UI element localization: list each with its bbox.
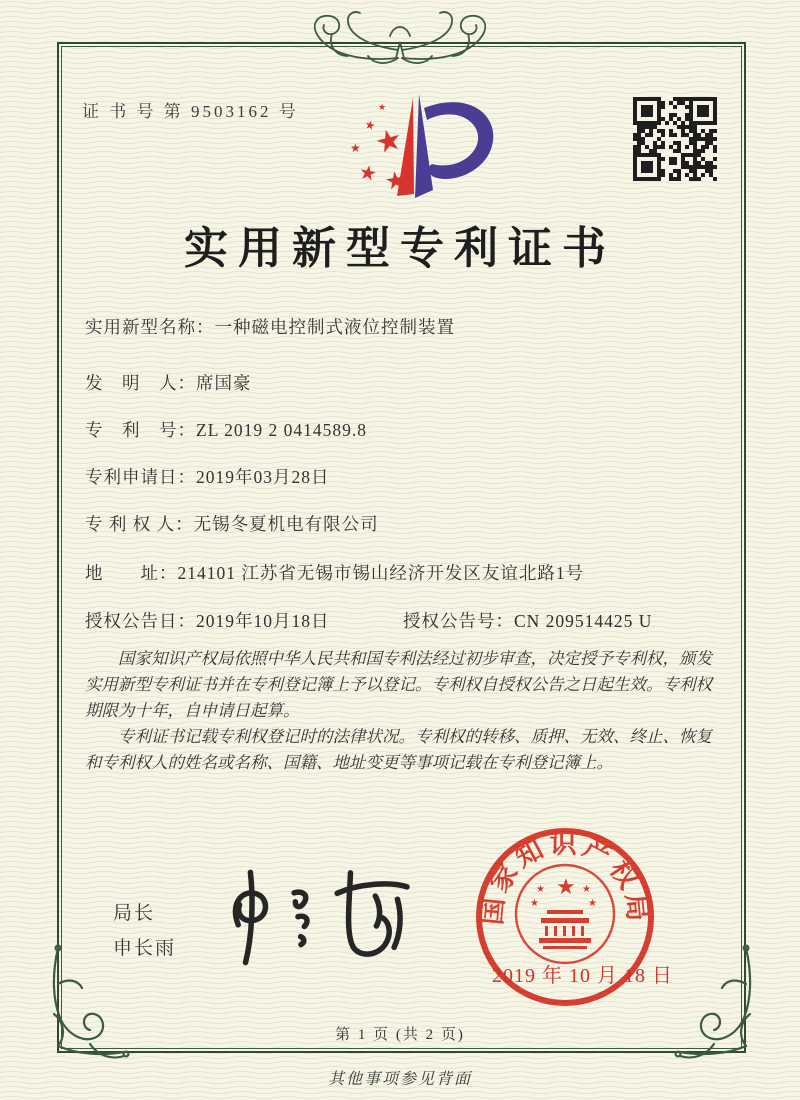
- legal-text: [85, 646, 723, 776]
- certificate-title: 实用新型专利证书: [184, 224, 616, 273]
- field-value: ZL 2019 2 0414589.8: [196, 420, 367, 440]
- svg-text:★: ★: [582, 884, 591, 895]
- svg-text:★: ★: [378, 103, 387, 113]
- grant-number: [403, 608, 652, 633]
- seal-text: 国家知识产权局: [476, 828, 654, 927]
- grant-date-value: 2019年10月18日: [196, 611, 330, 631]
- field-application-date: [85, 464, 330, 489]
- page-number: 第 1 页 (共 2 页): [335, 1027, 465, 1043]
- field-label: 专 利 权 人：: [85, 514, 194, 534]
- field-address: [85, 560, 584, 585]
- svg-text:★: ★: [363, 117, 377, 134]
- field-label: 发 明 人：: [85, 373, 196, 393]
- field-label: 专 利 号：: [85, 420, 196, 440]
- commissioner-title: 局长: [113, 903, 156, 924]
- top-center-ornament: [288, 6, 512, 68]
- commissioner-signature: [200, 862, 436, 972]
- back-side-note: 其他事项参见背面: [327, 1071, 472, 1088]
- svg-text:★: ★: [536, 884, 545, 895]
- field-value: 一种磁电控制式液位控制装置: [214, 317, 455, 337]
- field-patentee: [85, 511, 379, 536]
- field-label: 实用新型名称：: [85, 317, 215, 337]
- grant-date-label: 授权公告日：: [85, 611, 196, 631]
- field-value: 2019年03月28日: [196, 467, 330, 487]
- svg-text:★: ★: [371, 121, 407, 162]
- svg-text:★: ★: [556, 875, 576, 900]
- field-value: 214101 江苏省无锡市锡山经济开发区友谊北路1号: [177, 563, 585, 583]
- field-value: 无锡冬夏机电有限公司: [193, 514, 379, 534]
- commissioner-name: 申长雨: [113, 938, 177, 959]
- commissioner-block: [113, 896, 176, 966]
- field-inventor: [85, 370, 252, 395]
- svg-text:★: ★: [588, 898, 597, 909]
- svg-text:★: ★: [382, 165, 409, 196]
- svg-text:★: ★: [530, 898, 539, 909]
- field-grant-row: [85, 608, 725, 633]
- field-value: 席国豪: [196, 373, 252, 393]
- national-emblem: [530, 875, 597, 949]
- grant-date: [85, 611, 330, 631]
- logo-stars: [350, 103, 408, 196]
- legal-paragraph-1: 国家知识产权局依照中华人民共和国专利法经过初步审查，决定授予专利权，颁发实用新型专利证书并在专利登记簿上予以登记。专利权自授权公告之日起生效。专利权期限为十年，自申请日起算。: [85, 649, 712, 720]
- field-label: 专利申请日：: [85, 467, 196, 487]
- svg-text:★: ★: [350, 141, 361, 155]
- svg-text:★: ★: [357, 159, 379, 187]
- bottom-right-corner-ornament: [672, 944, 776, 1072]
- legal-paragraph-2: 专利证书记载专利权登记时的法律状况。专利权的转移、质押、无效、终止、恢复和专利权人的姓名或名称、国籍、地址变更等事项记载在专利登记簿上。: [85, 727, 712, 772]
- certificate-number: 证 书 号 第 9503162 号: [82, 102, 299, 121]
- official-seal: [468, 822, 668, 1018]
- grant-number-label: 授权公告号：: [403, 611, 514, 631]
- field-patent-number: [85, 417, 367, 442]
- logo-p-bowl: [424, 102, 493, 179]
- field-utility-model-name: [85, 314, 455, 339]
- cnipa-logo: [334, 84, 504, 209]
- seal-date: 2019 年 10 月 18 日: [492, 965, 673, 987]
- qr-code: [633, 97, 717, 181]
- grant-number-value: CN 209514425 U: [514, 611, 653, 631]
- field-label: 地 址：: [85, 563, 178, 583]
